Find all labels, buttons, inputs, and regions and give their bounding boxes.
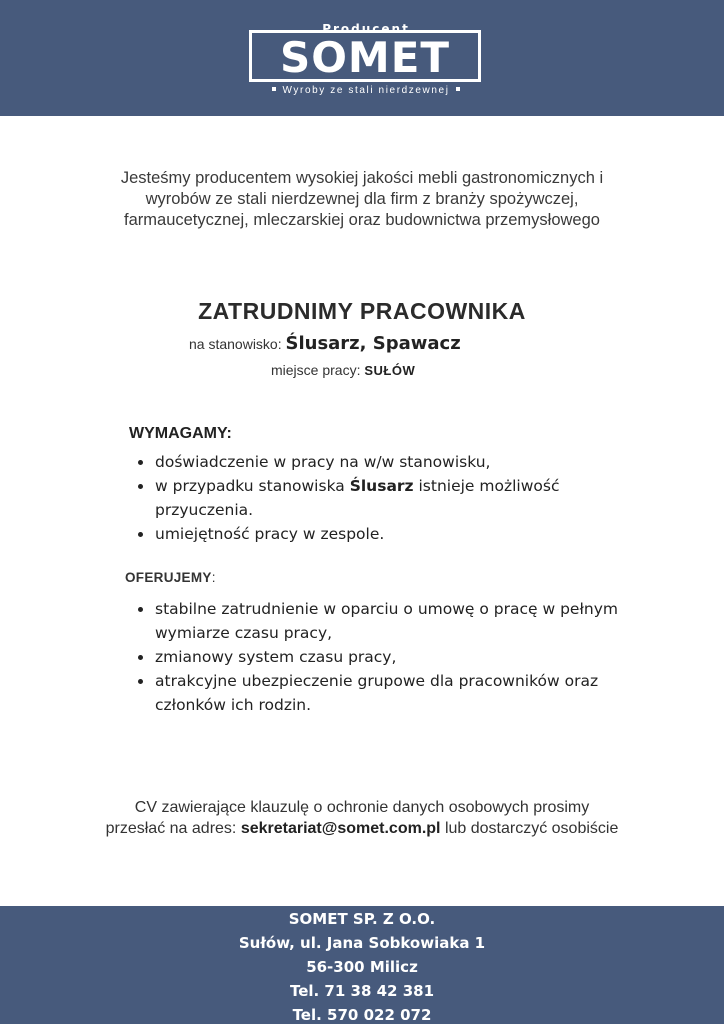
requirements-list xyxy=(135,450,655,546)
intro-line: Jesteśmy producentem wysokiej jakości mebli gastronomicznych i xyxy=(120,169,604,187)
job-position xyxy=(189,333,461,354)
square-bullet-icon xyxy=(456,87,460,91)
list-item: doświadczenie w pracy na w/w stanowisku, xyxy=(135,450,655,474)
cv-line: przesłać na adres: sekretariat@somet.com.pl lub dostarczyć osobiście xyxy=(105,820,619,837)
list-item: w przypadku stanowiska Ślusarz istnieje możliwość przyuczenia. xyxy=(135,474,655,522)
logo-frame xyxy=(249,30,481,82)
tagline-text: Wyroby ze stali nierdzewnej xyxy=(282,85,450,96)
logo-producent-label: Producent xyxy=(322,22,410,36)
logo-brand-name: SOMET xyxy=(279,33,451,82)
footer-phone[interactable]: Tel. 570 022 072 xyxy=(292,1006,432,1024)
offer-heading: OFERUJEMY: xyxy=(125,570,216,585)
place-label: miejsce pracy: xyxy=(271,362,365,378)
header-band xyxy=(0,0,724,116)
intro-line: farmaucetycznej, mleczarskiej oraz budownictwa przemysłowego xyxy=(124,211,600,229)
footer-company: SOMET SP. Z O.O. xyxy=(288,910,436,928)
list-item: zmianowy system czasu pracy, xyxy=(135,645,655,669)
place-value: SUŁÓW xyxy=(364,363,416,378)
company-intro xyxy=(100,168,624,231)
position-value: Ślusarz, Spawacz xyxy=(285,333,461,354)
job-title: ZATRUDNIMY PRACOWNIKA xyxy=(198,298,526,324)
cv-instructions xyxy=(0,797,724,839)
footer-city: 56-300 Milicz xyxy=(306,958,418,976)
intro-line: wyrobów ze stali nierdzewnej dla firm z branży spożywczej, xyxy=(145,190,579,208)
highlighted-position: Ślusarz xyxy=(349,477,414,495)
square-bullet-icon xyxy=(272,87,276,91)
footer-phone[interactable]: Tel. 71 38 42 381 xyxy=(289,982,435,1000)
cv-line: CV zawierające klauzulę o ochronie danych osobowych prosimy xyxy=(134,799,590,816)
list-item: atrakcyjne ubezpieczenie grupowe dla pracowników oraz członków ich rodzin. xyxy=(135,669,655,717)
requirements-heading: WYMAGAMY: xyxy=(129,425,232,442)
job-place xyxy=(271,362,415,378)
offer-list xyxy=(135,597,655,717)
logo-tagline xyxy=(249,85,483,96)
email-address[interactable]: sekretariat@somet.com.pl xyxy=(240,820,441,837)
position-label: na stanowisko: xyxy=(189,336,286,352)
list-item: stabilne zatrudnienie w oparciu o umowę o pracę w pełnym wymiarze czasu pracy, xyxy=(135,597,655,645)
footer-band xyxy=(0,906,724,1024)
footer-street: Sułów, ul. Jana Sobkowiaka 1 xyxy=(238,934,486,952)
list-item: umiejętność pracy w zespole. xyxy=(135,522,655,546)
somet-logo xyxy=(249,22,483,98)
